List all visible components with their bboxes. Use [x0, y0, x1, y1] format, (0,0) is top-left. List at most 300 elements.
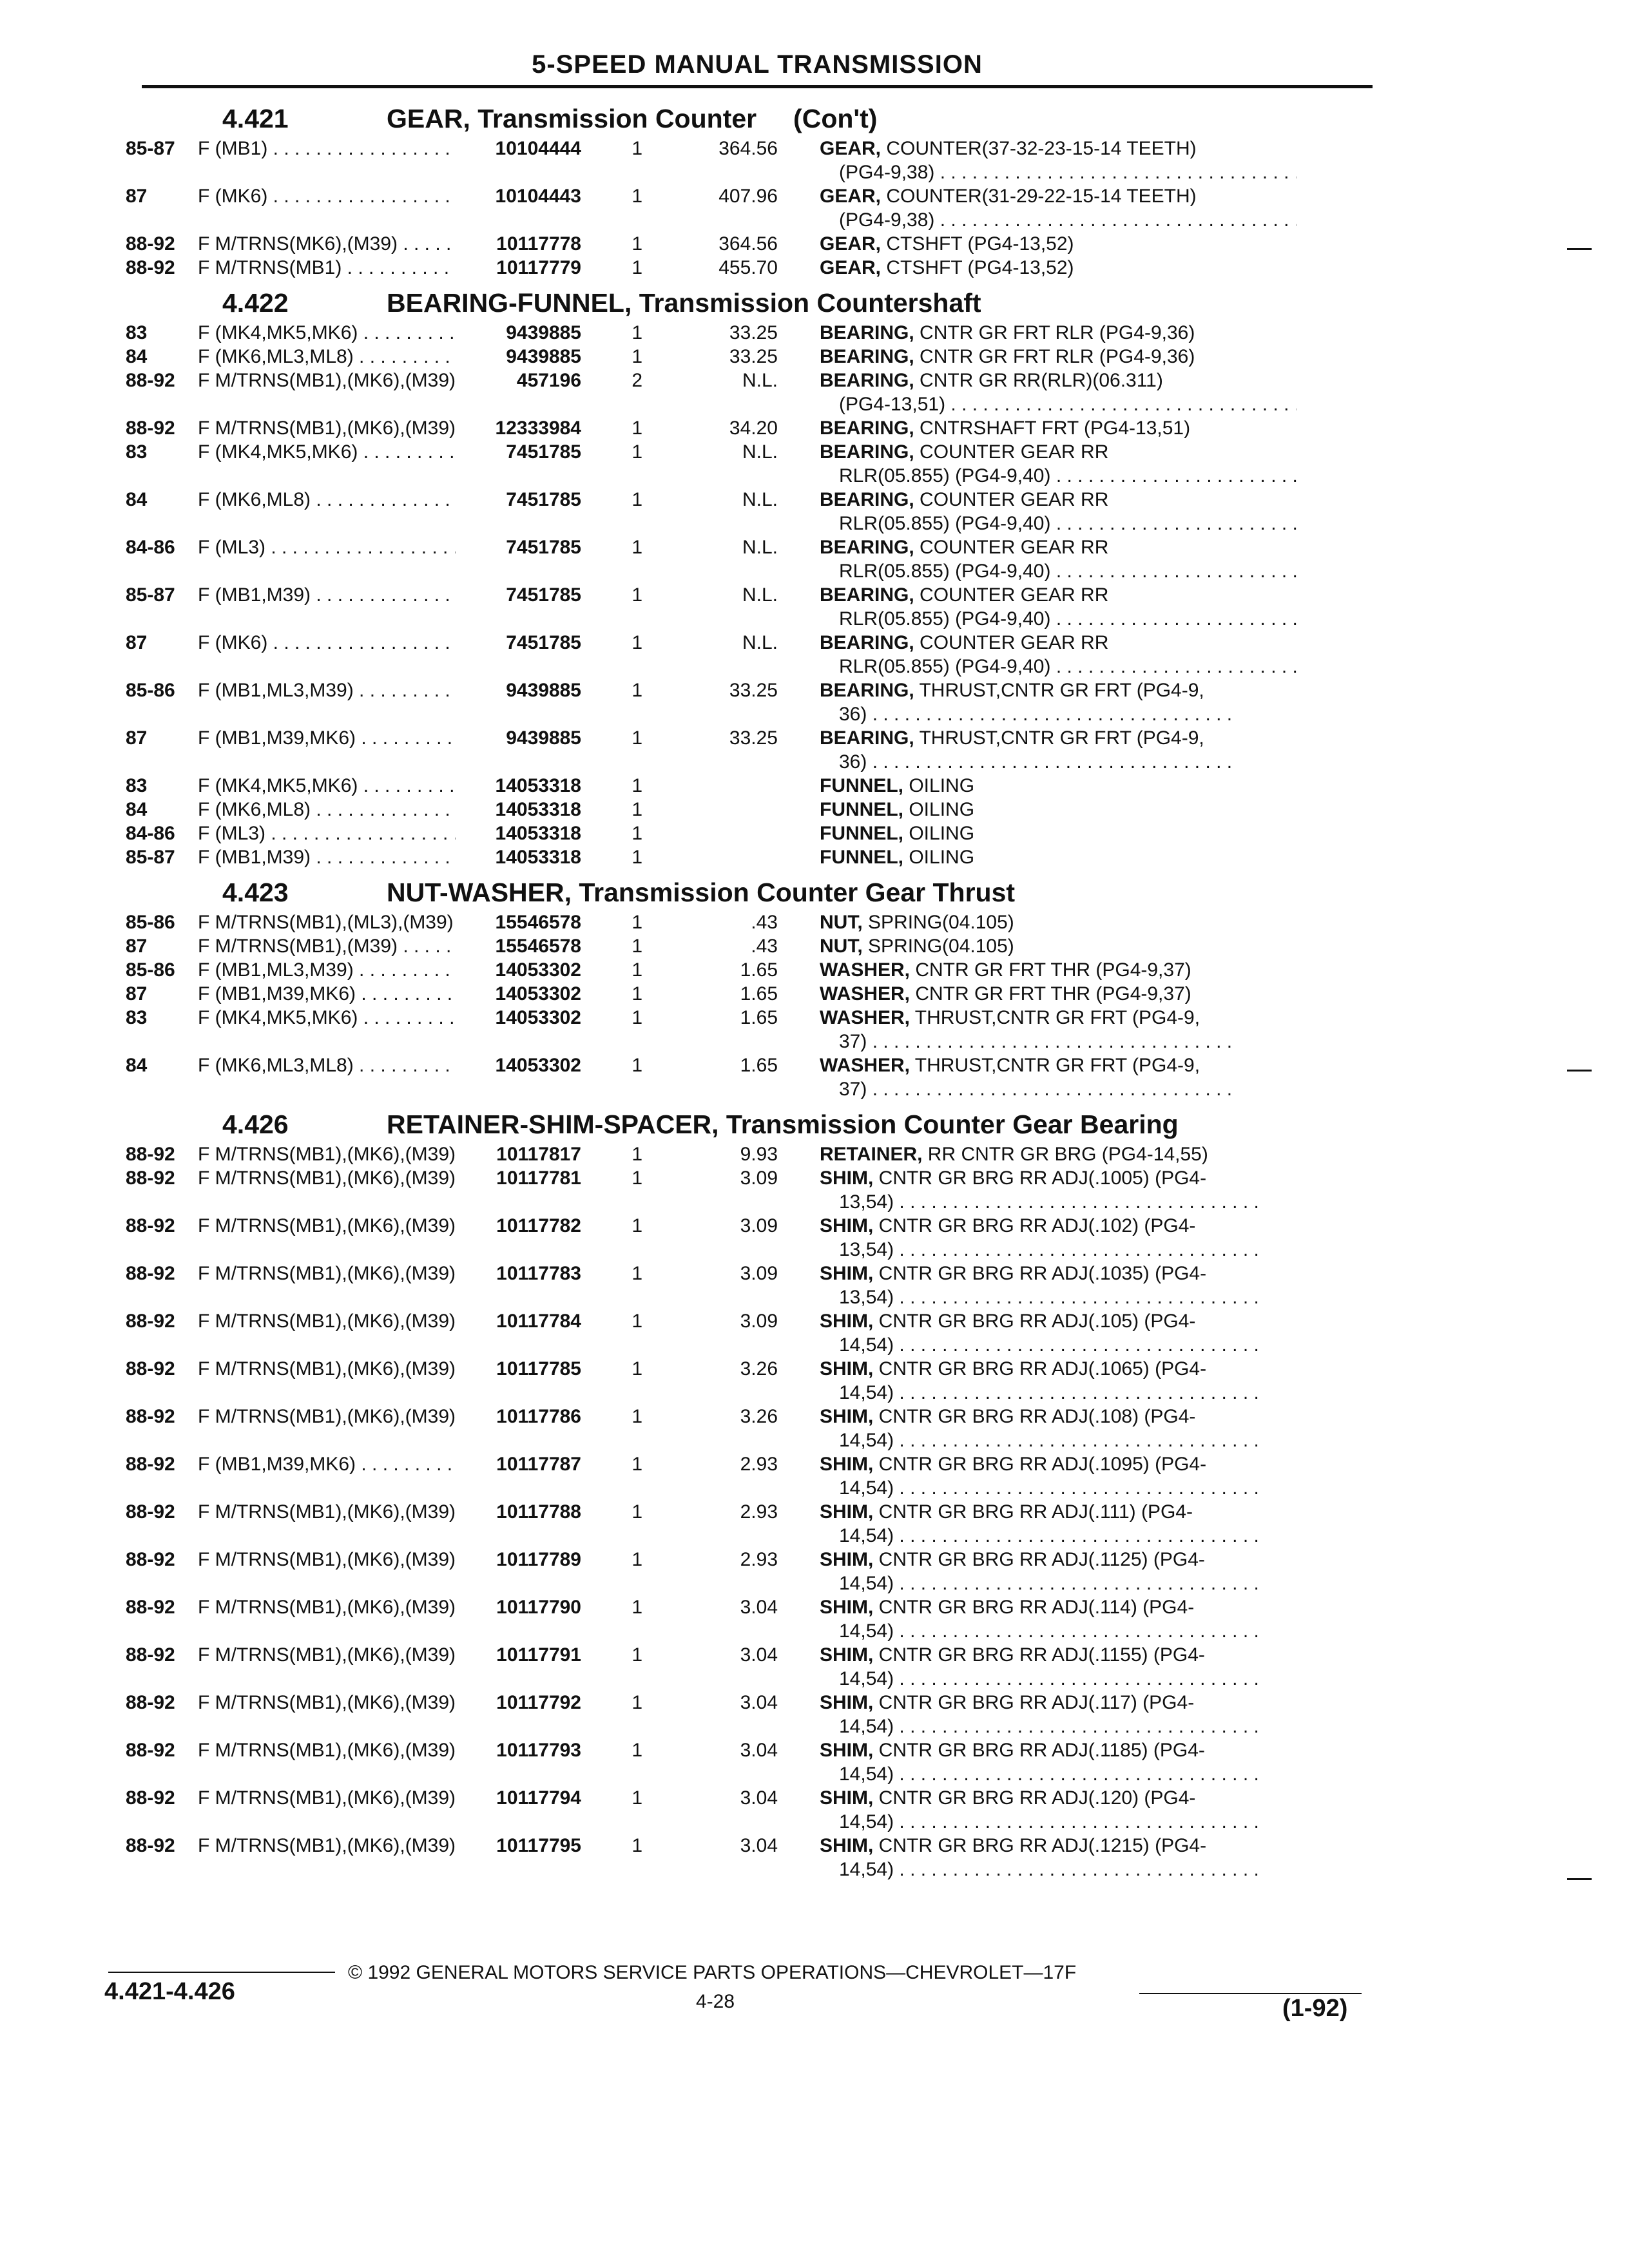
description-text: CTSHFT (PG4-13,52) [881, 233, 1074, 255]
description-line [820, 934, 1296, 958]
model-years: 88-92 [126, 257, 175, 278]
quantity: 1 [631, 680, 642, 701]
part-description [778, 1166, 1296, 1214]
price: 3.09 [740, 1215, 778, 1236]
usage-code: F M/TRNS(MB1),(MK6),(M39) . . . [198, 1691, 456, 1738]
usage-code: F (MK6) . . . [198, 631, 456, 678]
part-row [126, 958, 1389, 982]
part-row [126, 678, 1389, 726]
part-description [778, 845, 1296, 869]
model-years: 87 [126, 983, 148, 1004]
model-years: 88-92 [126, 1406, 175, 1427]
part-row [126, 1738, 1389, 1786]
price: 1.65 [740, 983, 778, 1004]
part-row [126, 1548, 1389, 1595]
model-years: 84 [126, 799, 148, 820]
usage-code: F M/TRNS(MB1),(MK6),(M39) . . . [198, 1595, 456, 1643]
description-text: CNTR GR BRG RR ADJ(.114) (PG4- [873, 1597, 1195, 1618]
description-text: COUNTER GEAR RR [914, 537, 1109, 558]
description-line [820, 1643, 1296, 1667]
description-continuation: RLR(05.855) (PG4-9,40) . . . [820, 464, 1296, 488]
description-continuation: RLR(05.855) (PG4-9,40) . . . [820, 607, 1296, 631]
model-years: 88-92 [126, 1501, 175, 1523]
part-number: 14053318 [495, 823, 581, 844]
footer-page-number: 4-28 [696, 1991, 735, 2012]
quantity: 1 [631, 418, 642, 439]
price: 364.56 [718, 138, 778, 159]
part-number: 10117779 [496, 257, 581, 278]
price: 3.04 [740, 1740, 778, 1761]
model-years: 88-92 [126, 1454, 175, 1475]
price: 1.65 [740, 1055, 778, 1076]
section-number: 4.421 [222, 104, 289, 133]
part-row [126, 982, 1389, 1006]
description-continuation: RLR(05.855) (PG4-9,40) . . . [820, 512, 1296, 535]
quantity: 1 [631, 138, 642, 159]
price: N.L. [742, 489, 778, 510]
price: 3.04 [740, 1787, 778, 1809]
part-row [126, 369, 1389, 416]
quantity: 1 [631, 1263, 642, 1284]
part-number: 9439885 [506, 680, 581, 701]
part-row [126, 1166, 1389, 1214]
description-text: CNTR GR BRG RR ADJ(.105) (PG4- [873, 1311, 1196, 1332]
usage-code: F M/TRNS(MB1),(MK6),(M39) . . . [198, 1262, 456, 1309]
part-description [778, 1595, 1296, 1643]
quantity: 1 [631, 632, 642, 653]
part-row [126, 1006, 1389, 1053]
section-heading [126, 869, 1389, 910]
description-noun: SHIM, [820, 1597, 874, 1618]
usage-code: F (MK4,MK5,MK6) . . . [198, 321, 456, 345]
quantity: 1 [631, 257, 642, 278]
description-continuation: 14,54) . . . [820, 1333, 1296, 1357]
quantity: 1 [631, 1501, 642, 1523]
usage-code: F M/TRNS(MB1),(MK6),(M39) . . . [198, 1309, 456, 1357]
model-years: 85-86 [126, 912, 175, 933]
part-description [778, 631, 1296, 678]
description-line [820, 1142, 1296, 1166]
quantity: 1 [631, 322, 642, 343]
description-noun: FUNNEL, [820, 823, 903, 844]
model-years: 88-92 [126, 1311, 175, 1332]
part-number: 14053302 [495, 1055, 581, 1076]
description-noun: SHIM, [820, 1787, 874, 1809]
model-years: 83 [126, 775, 148, 796]
usage-code: F M/TRNS(MB1),(MK6),(M39) . . . [198, 1214, 456, 1262]
part-number: 10117794 [496, 1787, 581, 1809]
description-line [820, 1548, 1296, 1571]
usage-code: F M/TRNS(MB1),(MK6),(M39) . . . [198, 1166, 456, 1214]
description-continuation: 36) . . . [820, 750, 1296, 774]
model-years: 88-92 [126, 1740, 175, 1761]
model-years: 88-92 [126, 1358, 175, 1379]
usage-code: F (MB1,M39) . . . [198, 583, 456, 631]
usage-code: F (MB1,M39) . . . [198, 845, 456, 869]
part-row [126, 321, 1389, 345]
description-line [820, 1405, 1296, 1428]
price: N.L. [742, 537, 778, 558]
description-noun: SHIM, [820, 1358, 874, 1379]
usage-code: F (MK4,MK5,MK6) . . . [198, 440, 456, 488]
part-description [778, 1053, 1296, 1101]
usage-code: F M/TRNS(MB1),(MK6),(M39) . . . [198, 1548, 456, 1595]
price: 1.65 [740, 1007, 778, 1028]
price [642, 774, 778, 798]
usage-code: F (MB1,ML3,M39) . . . [198, 958, 456, 982]
margin-tick [1567, 1070, 1592, 1072]
part-description [778, 369, 1296, 416]
part-description [778, 321, 1296, 345]
footer-copyright: © 1992 GENERAL MOTORS SERVICE PARTS OPERATIONS—CHEVROLET—17F [348, 1962, 1077, 1983]
usage-code: F M/TRNS(MB1),(MK6),(M39) . . . [198, 1142, 456, 1166]
description-noun: SHIM, [820, 1215, 874, 1236]
model-years: 88-92 [126, 1263, 175, 1284]
part-row [126, 910, 1389, 934]
description-noun: SHIM, [820, 1263, 874, 1284]
description-continuation: 37) . . . [820, 1030, 1296, 1053]
part-description [778, 1786, 1296, 1834]
quantity: 1 [631, 1454, 642, 1475]
footer-rule [1139, 1993, 1362, 1994]
usage-code: F M/TRNS(MB1),(M39) . . . [198, 934, 456, 958]
model-years: 87 [126, 186, 148, 207]
quantity: 1 [631, 1787, 642, 1809]
description-continuation: (PG4-9,38) . . . [820, 160, 1296, 184]
part-number: 10117786 [496, 1406, 581, 1427]
description-noun: NUT, [820, 936, 863, 957]
description-text: CNTR GR FRT RLR (PG4-9,36) [914, 346, 1195, 367]
description-continuation: 14,54) . . . [820, 1571, 1296, 1595]
description-line [820, 1166, 1296, 1190]
quantity: 1 [631, 912, 642, 933]
part-row [126, 345, 1389, 369]
description-line [820, 440, 1296, 464]
part-row [126, 1357, 1389, 1405]
usage-code: F M/TRNS(MB1),(MK6),(M39) . . . [198, 416, 456, 440]
model-years: 85-86 [126, 680, 175, 701]
description-text: COUNTER(31-29-22-15-14 TEETH) [881, 186, 1197, 207]
description-text: THRUST,CNTR GR FRT (PG4-9, [910, 1055, 1200, 1076]
description-text: CNTR GR BRG RR ADJ(.1035) (PG4- [873, 1263, 1207, 1284]
part-description [778, 678, 1296, 726]
quantity: 1 [631, 346, 642, 367]
description-noun: BEARING, [820, 346, 914, 367]
quantity: 1 [631, 983, 642, 1004]
description-line [820, 1053, 1296, 1077]
quantity: 1 [631, 1215, 642, 1236]
description-line [820, 345, 1296, 369]
price: 9.93 [740, 1144, 778, 1165]
description-continuation: 14,54) . . . [820, 1762, 1296, 1786]
model-years: 88-92 [126, 1215, 175, 1236]
usage-code: F (MK4,MK5,MK6) . . . [198, 1006, 456, 1053]
model-years: 83 [126, 441, 148, 463]
part-row [126, 1500, 1389, 1548]
section-title: RETAINER-SHIM-SPACER, Transmission Counter Gear Bearing [387, 1110, 1179, 1139]
price: 364.56 [718, 233, 778, 255]
part-description [778, 1452, 1296, 1500]
section-heading [126, 1101, 1389, 1142]
part-description [778, 583, 1296, 631]
model-years: 84 [126, 346, 148, 367]
description-text: CNTR GR RR(RLR)(06.311) [914, 370, 1163, 391]
part-description [778, 488, 1296, 535]
description-continuation: 37) . . . [820, 1077, 1296, 1101]
description-noun: GEAR, [820, 186, 882, 207]
usage-code: F M/TRNS(MB1),(MK6),(M39) . . . [198, 1834, 456, 1881]
model-years: 88-92 [126, 1787, 175, 1809]
model-years: 88-92 [126, 1597, 175, 1618]
description-continuation: 14,54) . . . [820, 1810, 1296, 1834]
description-text: COUNTER(37-32-23-15-14 TEETH) [881, 138, 1197, 159]
model-years: 87 [126, 727, 148, 749]
part-number: 10117782 [496, 1215, 581, 1236]
quantity: 1 [631, 186, 642, 207]
description-text: CNTRSHAFT FRT (PG4-13,51) [914, 418, 1191, 439]
description-noun: SHIM, [820, 1501, 874, 1523]
usage-code: F (MK6) . . . [198, 184, 456, 232]
usage-code: F (MK6,ML8) . . . [198, 798, 456, 822]
model-years: 85-87 [126, 584, 175, 606]
description-noun: GEAR, [820, 138, 882, 159]
part-row [126, 631, 1389, 678]
part-number: 10117788 [496, 1501, 581, 1523]
price: 3.04 [740, 1835, 778, 1856]
description-noun: BEARING, [820, 322, 914, 343]
quantity: 2 [631, 370, 642, 391]
quantity: 1 [631, 441, 642, 463]
part-row [126, 137, 1389, 184]
model-years: 84 [126, 489, 148, 510]
price: 3.09 [740, 1311, 778, 1332]
description-noun: SHIM, [820, 1454, 874, 1475]
usage-code: F M/TRNS(MB1),(MK6),(M39) . . . [198, 1643, 456, 1691]
part-number: 457196 [516, 370, 581, 391]
part-description [778, 1309, 1296, 1357]
part-description [778, 1357, 1296, 1405]
model-years: 87 [126, 632, 148, 653]
section-heading [126, 95, 1389, 137]
description-line [820, 678, 1296, 702]
part-description [778, 1834, 1296, 1881]
part-row [126, 1452, 1389, 1500]
description-text: THRUST,CNTR GR FRT (PG4-9, [914, 727, 1204, 749]
footer-revision: (1-92) [1282, 1995, 1348, 2022]
description-text: COUNTER GEAR RR [914, 489, 1109, 510]
price: N.L. [742, 441, 778, 463]
description-text: COUNTER GEAR RR [914, 632, 1109, 653]
description-noun: BEARING, [820, 418, 914, 439]
model-years: 88-92 [126, 1644, 175, 1666]
description-text: CNTR GR FRT RLR (PG4-9,36) [914, 322, 1195, 343]
description-continuation: (PG4-13,51) . . . [820, 392, 1296, 416]
description-text: CNTR GR FRT THR (PG4-9,37) [910, 959, 1191, 981]
model-years: 84-86 [126, 823, 175, 844]
section-number: 4.426 [222, 1110, 289, 1139]
title-rule [142, 85, 1373, 88]
part-number: 10117787 [496, 1454, 581, 1475]
description-line [820, 1834, 1296, 1858]
quantity: 1 [631, 584, 642, 606]
price: 33.25 [729, 346, 778, 367]
description-text: THRUST,CNTR GR FRT (PG4-9, [910, 1007, 1200, 1028]
usage-code: F (MB1,M39,MK6) . . . [198, 726, 456, 774]
model-years: 85-86 [126, 959, 175, 981]
description-noun: NUT, [820, 912, 863, 933]
part-description [778, 1262, 1296, 1309]
description-noun: SHIM, [820, 1168, 874, 1189]
part-row [126, 726, 1389, 774]
part-number: 10117795 [496, 1835, 581, 1856]
part-number: 10117783 [496, 1263, 581, 1284]
description-noun: SHIM, [820, 1740, 874, 1761]
price [642, 845, 778, 869]
quantity: 1 [631, 799, 642, 820]
part-number: 10104443 [495, 186, 581, 207]
quantity: 1 [631, 959, 642, 981]
usage-code: F (MB1,M39,MK6) . . . [198, 982, 456, 1006]
part-number: 10117778 [496, 233, 581, 255]
quantity: 1 [631, 1597, 642, 1618]
usage-code: F M/TRNS(MB1),(MK6),(M39) . . . [198, 1500, 456, 1548]
part-description [778, 232, 1296, 256]
description-noun: SHIM, [820, 1644, 874, 1666]
description-line [820, 416, 1296, 440]
usage-code: F (MB1) . . . [198, 137, 456, 184]
part-row [126, 1405, 1389, 1452]
usage-code: F M/TRNS(MB1),(MK6),(M39) . . . [198, 1357, 456, 1405]
quantity: 1 [631, 537, 642, 558]
part-description [778, 1500, 1296, 1548]
description-continuation: 13,54) . . . [820, 1190, 1296, 1214]
part-row [126, 798, 1389, 822]
price [642, 822, 778, 845]
description-continuation: RLR(05.855) (PG4-9,40) . . . [820, 655, 1296, 678]
description-continuation: (PG4-9,38) . . . [820, 208, 1296, 232]
description-line [820, 583, 1296, 607]
description-line [820, 232, 1296, 256]
quantity: 1 [631, 1055, 642, 1076]
description-text: CNTR GR BRG RR ADJ(.1215) (PG4- [873, 1835, 1207, 1856]
part-description [778, 982, 1296, 1006]
description-text: CNTR GR BRG RR ADJ(.1005) (PG4- [873, 1168, 1207, 1189]
description-text: OILING [903, 775, 975, 796]
quantity: 1 [631, 1168, 642, 1189]
quantity: 1 [631, 1549, 642, 1570]
quantity: 1 [631, 1406, 642, 1427]
quantity: 1 [631, 775, 642, 796]
description-line [820, 369, 1296, 392]
description-text: SPRING(04.105) [862, 912, 1014, 933]
quantity: 1 [631, 727, 642, 749]
part-number: 14053318 [495, 847, 581, 868]
part-description [778, 1405, 1296, 1452]
price: 33.25 [729, 680, 778, 701]
part-number: 7451785 [506, 537, 581, 558]
part-description [778, 345, 1296, 369]
description-continuation: 13,54) . . . [820, 1238, 1296, 1262]
part-row [126, 1595, 1389, 1643]
usage-code: F M/TRNS(MB1),(MK6),(M39) . . . [198, 1738, 456, 1786]
description-continuation: 14,54) . . . [820, 1381, 1296, 1405]
price: 3.09 [740, 1263, 778, 1284]
part-description [778, 1548, 1296, 1595]
part-number: 9439885 [506, 322, 581, 343]
part-row [126, 256, 1389, 280]
description-continuation: 14,54) . . . [820, 1428, 1296, 1452]
part-number: 10117817 [496, 1144, 581, 1165]
part-number: 7451785 [506, 489, 581, 510]
description-noun: WASHER, [820, 959, 911, 981]
part-number: 15546578 [495, 912, 581, 933]
description-text: RR CNTR GR BRG (PG4-14,55) [922, 1144, 1208, 1165]
description-text: CNTR GR BRG RR ADJ(.111) (PG4- [873, 1501, 1193, 1523]
price: .43 [751, 936, 778, 957]
description-line [820, 1357, 1296, 1381]
part-row [126, 822, 1389, 845]
model-years: 88-92 [126, 233, 175, 255]
description-text: CNTR GR BRG RR ADJ(.120) (PG4- [873, 1787, 1196, 1809]
footer-rule [108, 1972, 335, 1973]
part-number: 7451785 [506, 441, 581, 463]
part-row [126, 934, 1389, 958]
page-title: 5-SPEED MANUAL TRANSMISSION [532, 50, 983, 79]
part-number: 14053302 [495, 1007, 581, 1028]
part-number: 10117791 [496, 1644, 581, 1666]
margin-tick [1567, 1878, 1592, 1880]
part-description [778, 798, 1296, 822]
section-number: 4.422 [222, 288, 289, 318]
description-noun: GEAR, [820, 233, 882, 255]
part-number: 14053302 [495, 983, 581, 1004]
quantity: 1 [631, 1644, 642, 1666]
description-text: COUNTER GEAR RR [914, 441, 1109, 463]
part-row [126, 488, 1389, 535]
description-continuation: RLR(05.855) (PG4-9,40) . . . [820, 559, 1296, 583]
usage-code: F (MK6,ML3,ML8) . . . [198, 1053, 456, 1101]
part-row [126, 1053, 1389, 1101]
part-number: 10117793 [496, 1740, 581, 1761]
usage-code: F (MB1,M39,MK6) . . . [198, 1452, 456, 1500]
usage-code: F (ML3) . . . [198, 535, 456, 583]
description-noun: WASHER, [820, 1007, 911, 1028]
description-continuation: 14,54) . . . [820, 1858, 1296, 1881]
description-text: OILING [903, 799, 975, 820]
description-text: CNTR GR BRG RR ADJ(.1155) (PG4- [873, 1644, 1205, 1666]
part-row [126, 1142, 1389, 1166]
description-line [820, 1500, 1296, 1524]
price: 33.25 [729, 322, 778, 343]
usage-code: F M/TRNS(MK6),(M39) . . . [198, 232, 456, 256]
description-text: CNTR GR BRG RR ADJ(.1065) (PG4- [873, 1358, 1207, 1379]
part-row [126, 1214, 1389, 1262]
part-row [126, 1643, 1389, 1691]
part-number: 10117789 [496, 1549, 581, 1570]
model-years: 84-86 [126, 537, 175, 558]
price: .43 [751, 912, 778, 933]
section-heading [126, 280, 1389, 321]
price: 3.04 [740, 1692, 778, 1713]
part-description [778, 1643, 1296, 1691]
description-line [820, 958, 1296, 982]
description-continuation: 13,54) . . . [820, 1285, 1296, 1309]
description-noun: RETAINER, [820, 1144, 923, 1165]
description-line [820, 1595, 1296, 1619]
description-noun: BEARING, [820, 632, 914, 653]
part-row [126, 1691, 1389, 1738]
part-row [126, 774, 1389, 798]
